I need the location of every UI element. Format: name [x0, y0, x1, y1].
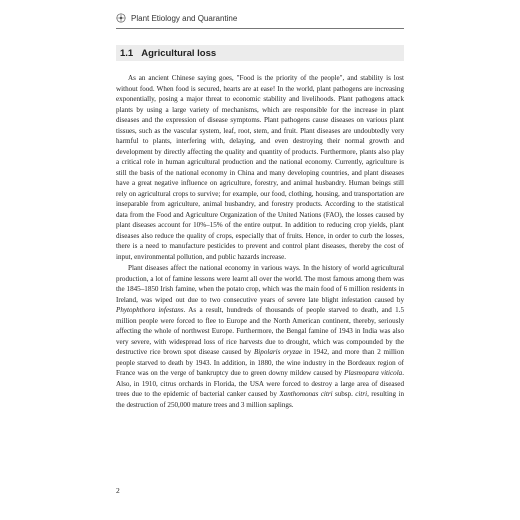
section-heading: [116, 45, 404, 61]
body-paragraph: Plant diseases affect the national economy in various ways. In the history of world agricultural production, a lot of famine lessons were learnt all over the world. The most famous among them was the 1845–1850 Irish famine, when the potato crop, which was the main food of 6 million residents in Ireland, was wiped out due to two consecutive years of severe late blight infestation caused by Phytophthora infestans. As a result, hundreds of thousands of people starved to death, and 1.5 million people were forced to flee to Europe and the North American continent, thereby, seriously affecting the whole of northwest Europe. Furthermore, the Bengal famine of 1943 in India was also very severe, with widespread loss of rice harvests due to drought, which was compounded by the destructive rice brown spot disease caused by Bipolaris oryzae in 1942, and more than 2 million people starved to death by 1943. In addition, in 1880, the wine industry in the Bordeaux region of France was on the verge of bankruptcy due to green downy mildew caused by Plasmopara viticola. Also, in 1910, citrus orchards in Florida, the USA were forced to destroy a large area of diseased trees due to the epidemic of bacterial canker caused by Xanthomonas citri subsp. citri, resulting in the destruction of 250,000 mature trees and 3 million saplings.: [116, 264, 405, 409]
page-number: 2: [116, 486, 120, 495]
header-divider: [116, 28, 404, 29]
running-header: [116, 13, 237, 23]
section-number: 1.1: [120, 47, 134, 59]
body-paragraph: As an ancient Chinese saying goes, "Food is the priority of the people", and stability is lost without food. When food is secured, hearts are at ease! In the world, plant pathogens are increasing exponentially, posing a major threat to economic stability and livelihoods. Plant pathogens attack plants by using a large variety of mechanisms, which are responsible for the increase in plant diseases and the expression of disease symptoms. Plant pathogens cause diseases on various plant tissues, such as the vascular system, leaf, root, stem, and fruit. Plant diseases are undoubtedly very harmful to plants, interfering with, delaying, and even destroying their normal growth and development by directly affecting the quality and quantity of products. Furthermore, plants also play a critical role in human agricultural production and the national economy. Currently, agriculture is still the basis of the national economy in China and many developing countries, and plant diseases have a great negative influence on agriculture, forestry, and animal husbandry. Human beings still rely on agricultural crops to survive; for example, our food, clothing, housing, and transportation are inseparable from agriculture, animal husbandry, and forestry products. According to the statistical data from the Food and Agriculture Organization of the United Nations (FAO), the losses caused by plant diseases account for 10%–15% of the entire output. In addition to reducing crop yields, plant diseases also reduce the quality of crops, especially that of fruits. Hence, in order to curb the losses, there is a need to manufacture pesticides to prevent and control plant diseases, thereby the cost of input, environmental pollution, and public hazards increase.: [116, 74, 404, 261]
section-title: Agricultural loss: [141, 47, 217, 59]
running-header-title: Plant Etiology and Quarantine: [131, 13, 238, 23]
flower-emblem-icon: [116, 13, 126, 23]
